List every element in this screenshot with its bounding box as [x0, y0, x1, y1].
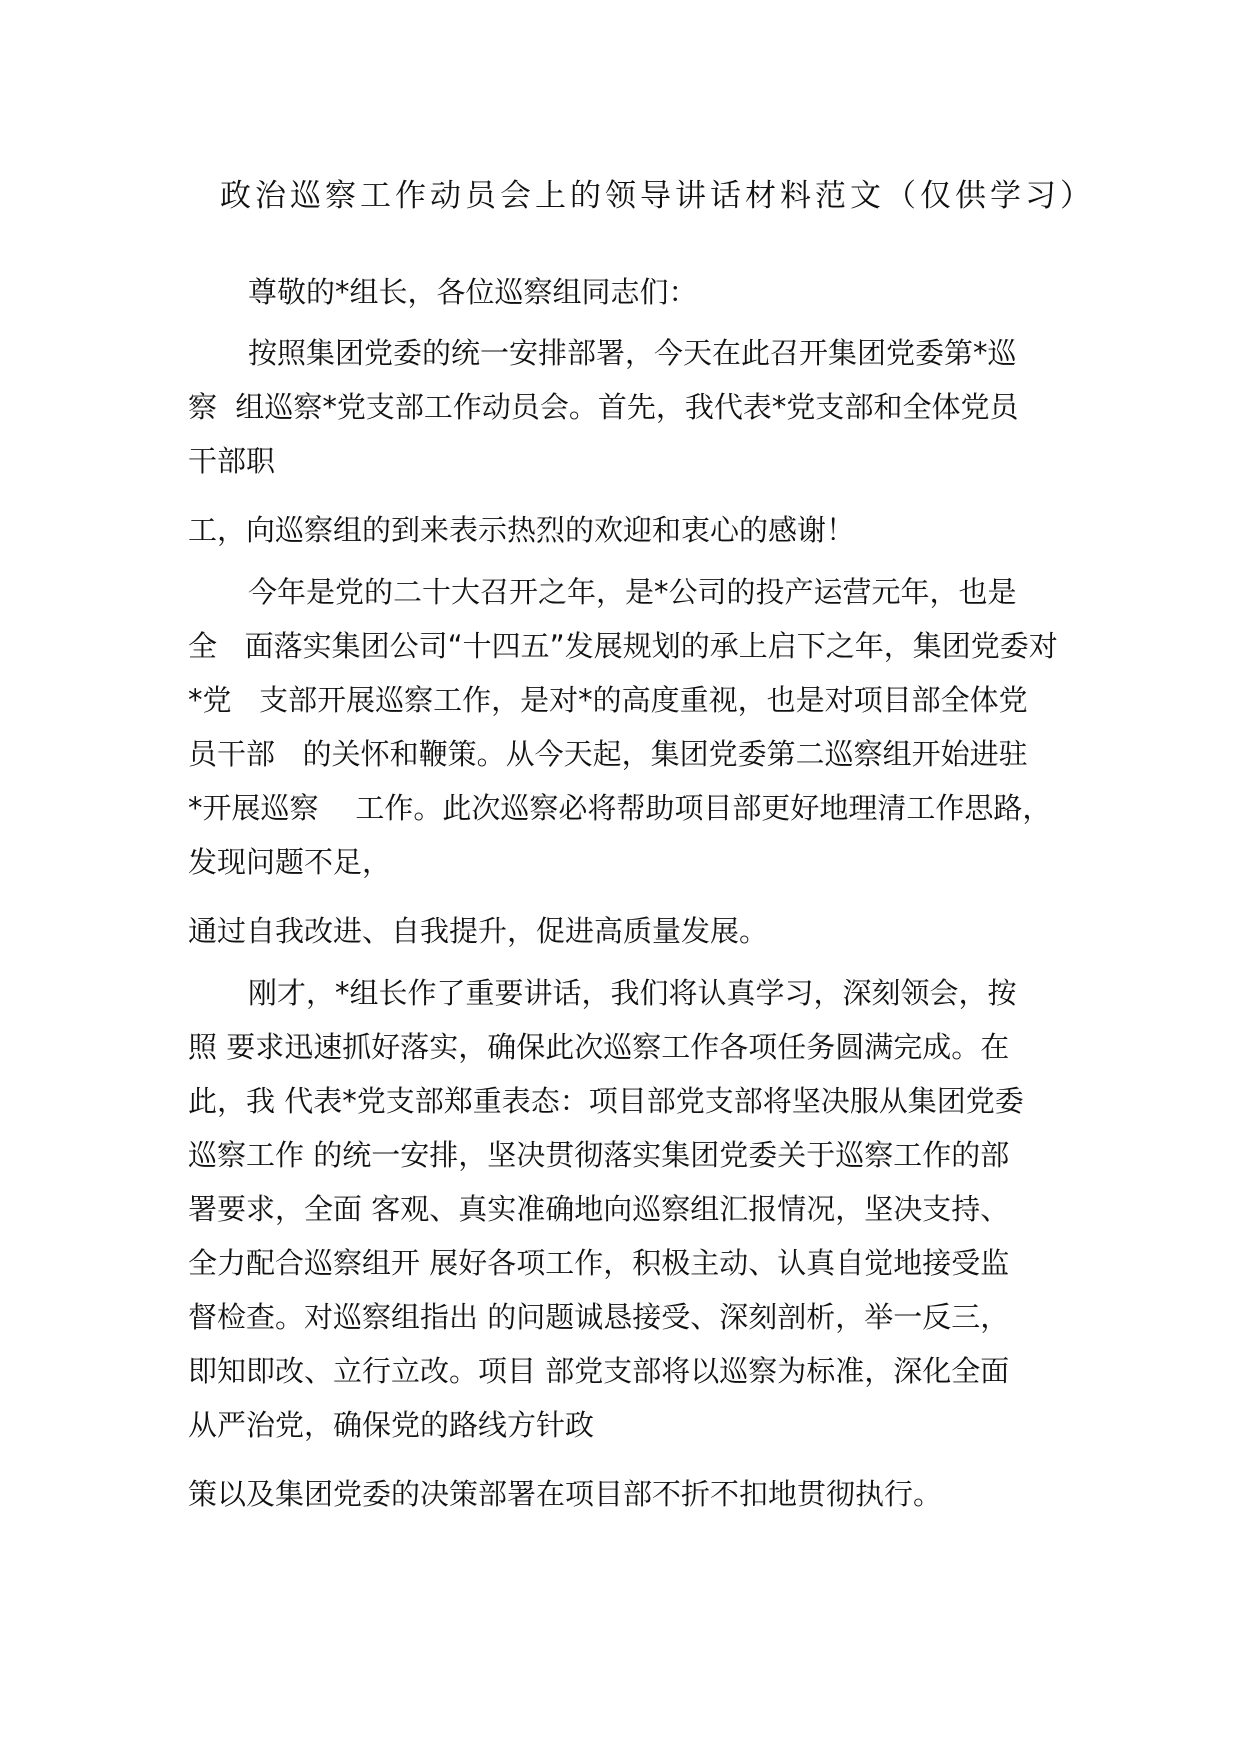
- paragraph-2-line-7: 通过自我改进、自我提升，促进高质量发展。: [188, 914, 769, 948]
- paragraph-2-line-5: *开展巡察 工作。此次巡察必将帮助项目部更好地理清工作思路，: [188, 791, 1052, 825]
- paragraph-2-line-4: 员干部 的关怀和鞭策。从今天起，集团党委第二巡察组开始进驻: [188, 737, 1028, 771]
- paragraph-3-line-10: 策以及集团党委的决策部署在项目部不折不扣地贯彻执行。: [188, 1477, 943, 1511]
- paragraph-3-line-3: 此，我 代表*党支部郑重表态：项目部党支部将坚决服从集团党委: [188, 1084, 1024, 1118]
- paragraph-1-line-1: 按照集团党委的统一安排部署，今天在此召开集团党委第*巡: [248, 336, 1017, 370]
- paragraph-3-line-6: 全力配合巡察组开 展好各项工作，积极主动、认真自觉地接受监: [188, 1246, 1010, 1280]
- paragraph-2-line-1: 今年是党的二十大召开之年，是*公司的投产运营元年，也是: [248, 575, 1017, 609]
- paragraph-3-line-7: 督检查。对巡察组指出 的问题诚恳接受、深刻剖析，举一反三，: [188, 1300, 1010, 1334]
- paragraph-3-line-1: 刚才，*组长作了重要讲话，我们将认真学习，深刻领会，按: [248, 976, 1017, 1010]
- paragraph-3-line-9: 从严治党，确保党的路线方针政: [188, 1408, 595, 1442]
- paragraph-1-line-4: 工，向巡察组的到来表示热烈的欢迎和衷心的感谢！: [188, 513, 856, 547]
- paragraph-3-line-2: 照 要求迅速抓好落实，确保此次巡察工作各项任务圆满完成。在: [188, 1030, 1010, 1064]
- paragraph-3-line-5: 署要求，全面 客观、真实准确地向巡察组汇报情况，坚决支持、: [188, 1192, 1010, 1226]
- paragraph-1-line-3: 干部职: [188, 444, 276, 478]
- salutation-line: 尊敬的*组长，各位巡察组同志们：: [248, 275, 698, 309]
- paragraph-2-line-3: *党 支部开展巡察工作，是对*的高度重视，也是对项目部全体党: [188, 683, 1028, 717]
- paragraph-2-line-6: 发现问题不足，: [188, 845, 392, 879]
- document-title: 政治巡察工作动员会上的领导讲话材料范文（仅供学习）: [220, 178, 1095, 214]
- paragraph-3-line-4: 巡察工作 的统一安排，坚决贯彻落实集团党委关于巡察工作的部: [188, 1138, 1010, 1172]
- paragraph-2-line-2: 全 面落实集团公司“十四五”发展规划的承上启下之年，集团党委对: [188, 629, 1058, 663]
- paragraph-1-line-2: 察 组巡察*党支部工作动员会。首先，我代表*党支部和全体党员: [188, 390, 1019, 424]
- paragraph-3-line-8: 即知即改、立行立改。项目 部党支部将以巡察为标准，深化全面: [188, 1354, 1010, 1388]
